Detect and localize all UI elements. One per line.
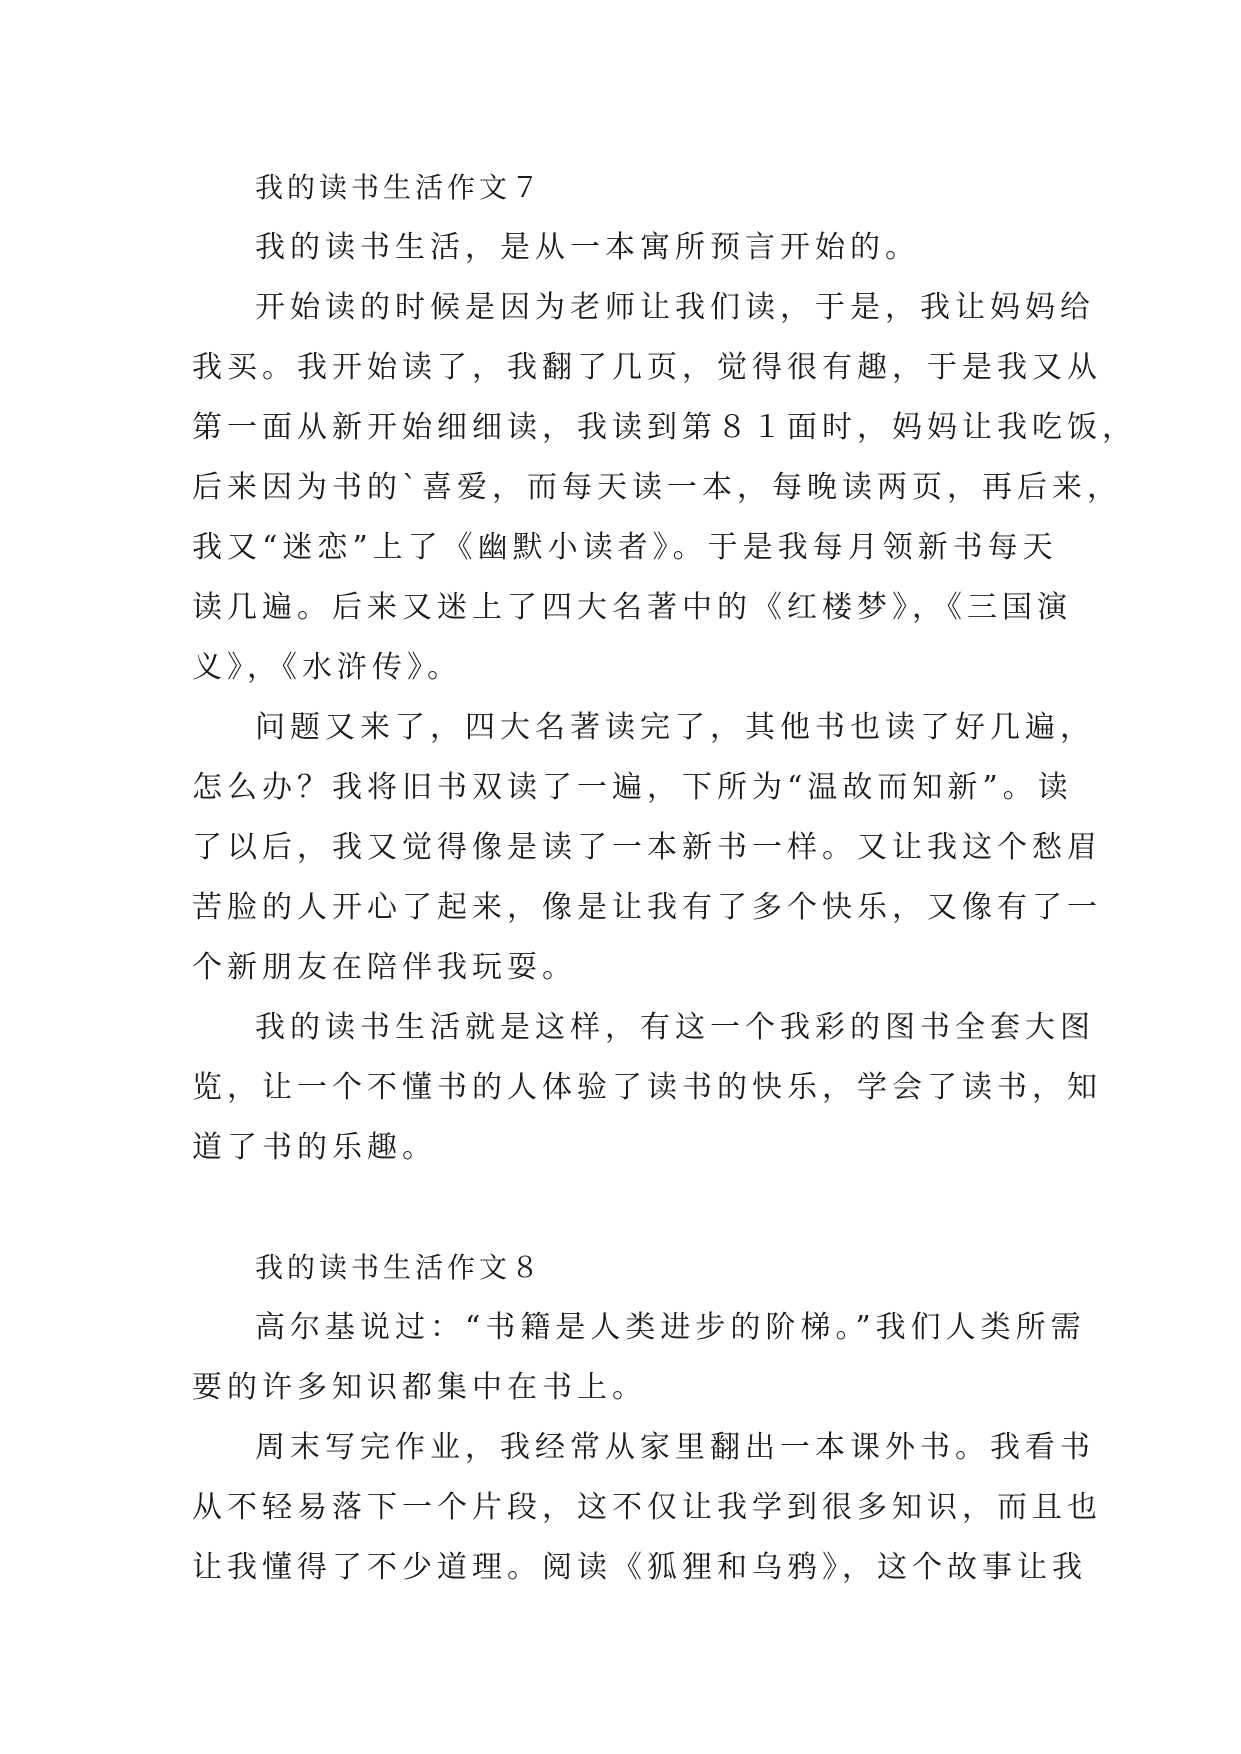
essay-8-paragraph-2 — [192, 1418, 1102, 1598]
essay-7-paragraph-1 — [192, 218, 1060, 278]
essay-8-title: 我的读书生活作文８ — [255, 1251, 544, 1284]
text-line: 问题又来了，四大名著读完了，其他书也读了好几遍， — [255, 710, 1095, 745]
text-line: 我买。我开始读了，我翻了几页，觉得很有趣，于是我又从 — [192, 350, 1102, 385]
text-line: 周末写完作业，我经常从家里翻出一本课外书。我看书 — [255, 1430, 1095, 1465]
essay-7-paragraph-4 — [192, 998, 1102, 1178]
essay-7-paragraph-2 — [192, 278, 1137, 698]
text-line: 第一面从新开始细细读，我读到第８１面时，妈妈让我吃饭， — [192, 410, 1137, 445]
essay-8-paragraph-1 — [192, 1298, 1086, 1418]
text-line: 我又“迷恋”上了《幽默小读者》。于是我每月领新书每天 — [192, 530, 1058, 565]
text-line: 道了书的乐趣。 — [192, 1130, 437, 1165]
text-line: 我的读书生活，是从一本寓所预言开始的。 — [255, 230, 920, 265]
essay-7-paragraph-3 — [192, 698, 1102, 998]
text-line: 苦脸的人开心了起来，像是让我有了多个快乐，又像有了一 — [192, 890, 1102, 925]
text-line: 读几遍。后来又迷上了四大名著中的《红楼梦》，《三国演 — [192, 590, 1072, 625]
text-line: 我的读书生活就是这样，有这一个我彩的图书全套大图 — [255, 1010, 1095, 1045]
text-line: 览，让一个不懂书的人体验了读书的快乐，学会了读书，知 — [192, 1070, 1102, 1105]
text-line: 开始读的时候是因为老师让我们读，于是，我让妈妈给 — [255, 290, 1095, 325]
text-line: 从不轻易落下一个片段，这不仅让我学到很多知识，而且也 — [192, 1490, 1102, 1525]
text-line: 了以后，我又觉得像是读了一本新书一样。又让我这个愁眉 — [192, 830, 1102, 865]
essay-7-title: 我的读书生活作文７ — [255, 171, 544, 204]
document-page — [192, 158, 1137, 1598]
text-line: 后来因为书的`喜爱，而每天读一本，每晚读两页，再后来， — [192, 470, 1122, 505]
text-line: 要的许多知识都集中在书上。 — [192, 1370, 647, 1405]
text-line: 怎么办？我将旧书双读了一遍，下所为“温故而知新”。读 — [192, 770, 1073, 805]
text-line: 高尔基说过：“书籍是人类进步的阶梯。”我们人类所需 — [255, 1310, 1086, 1345]
text-line: 义》，《水浒传》。 — [192, 650, 462, 685]
section-gap — [192, 1178, 1060, 1238]
text-line: 让我懂得了不少道理。阅读《狐狸和乌鸦》，这个故事让我 — [192, 1550, 1087, 1585]
text-line: 个新朋友在陪伴我玩耍。 — [192, 950, 577, 985]
